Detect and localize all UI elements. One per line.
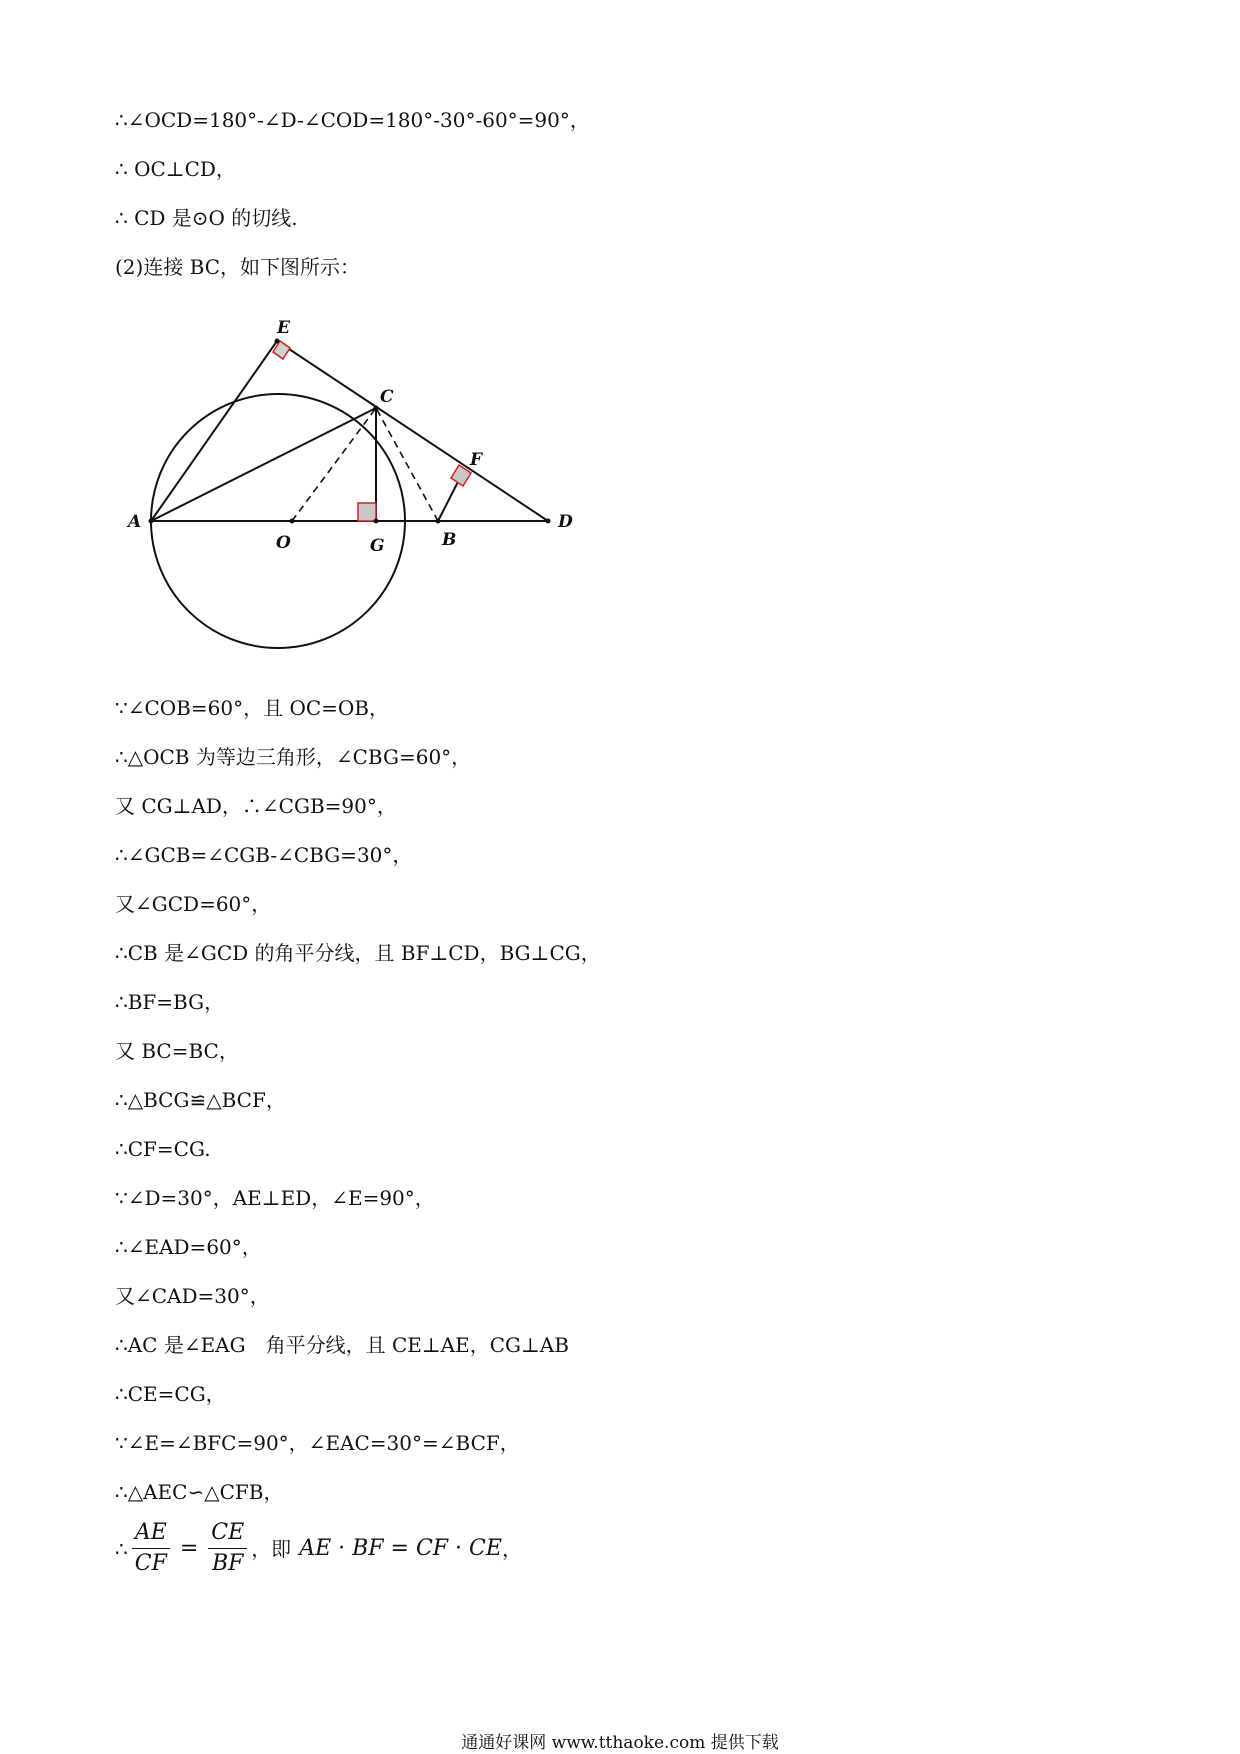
product-equation: AE · BF = CF · CE xyxy=(299,1535,502,1561)
proof-line-6: ∴△OCB 为等边三角形，∠CBG=60°， xyxy=(115,745,472,769)
proof-line-21: ∴△AEC∽△CFB， xyxy=(115,1480,284,1504)
point-b xyxy=(436,519,441,524)
proof-line-5: ∵∠COB=60°，且 OC=OB， xyxy=(115,696,389,720)
label-f: F xyxy=(470,450,483,470)
label-o: O xyxy=(276,533,291,553)
page-footer: 通通好课网 www.tthaoke.com 提供下载 xyxy=(461,1733,779,1753)
conclusion-end: ， xyxy=(501,1536,522,1561)
proof-line-19: ∴CE=CG， xyxy=(115,1382,226,1406)
proof-line-10: ∴CB 是∠GCD 的角平分线，且 BF⊥CD，BG⊥CG， xyxy=(115,941,601,965)
point-c xyxy=(374,406,379,411)
line-ae xyxy=(151,341,277,521)
fraction-numerator: AE xyxy=(132,1520,170,1549)
proof-line-3: ∴ CD 是⊙O 的切线. xyxy=(115,206,298,230)
point-d xyxy=(546,519,551,524)
equals-sign: = xyxy=(179,1535,199,1561)
fraction-ce-bf xyxy=(208,1520,247,1577)
fraction-denominator: CF xyxy=(134,1551,167,1576)
label-b: B xyxy=(442,530,457,550)
point-e xyxy=(275,339,280,344)
proof-line-2: ∴ OC⊥CD， xyxy=(115,157,236,181)
fraction-numerator: CE xyxy=(208,1520,247,1549)
geometry-figure xyxy=(120,305,600,675)
proof-line-14: ∴CF=CG. xyxy=(115,1137,211,1161)
proof-line-20: ∵∠E=∠BFC=90°，∠EAC=30°=∠BCF， xyxy=(115,1431,520,1455)
proof-line-1: ∴∠OCD=180°-∠D-∠COD=180°-30°-60°=90°， xyxy=(115,108,590,132)
label-c: C xyxy=(380,387,394,407)
proof-line-15: ∵∠D=30°，AE⊥ED，∠E=90°， xyxy=(115,1186,435,1210)
point-o xyxy=(290,519,295,524)
label-a: A xyxy=(128,512,142,532)
proof-line-7: 又 CG⊥AD，∴∠CGB=90°， xyxy=(115,794,397,818)
proof-line-8: ∴∠GCB=∠CGB-∠CBG=30°， xyxy=(115,843,413,867)
proof-line-18: ∴AC 是∠EAG 角平分线，且 CE⊥AE，CG⊥AB xyxy=(115,1333,569,1357)
line-bc xyxy=(376,408,438,521)
proof-line-4: (2)连接 BC，如下图所示： xyxy=(115,255,361,279)
proof-line-17: 又∠CAD=30°， xyxy=(115,1284,270,1308)
line-ac xyxy=(151,408,376,521)
label-g: G xyxy=(370,536,385,556)
conclusion-connector: ，即 xyxy=(251,1536,292,1561)
proof-line-16: ∴∠EAD=60°， xyxy=(115,1235,262,1259)
fraction-denominator: BF xyxy=(212,1551,244,1576)
point-a xyxy=(149,519,154,524)
therefore-symbol: ∴ xyxy=(115,1536,128,1561)
right-angle-g xyxy=(358,503,376,521)
label-d: D xyxy=(558,512,573,532)
proof-line-11: ∴BF=BG， xyxy=(115,990,225,1014)
proof-line-12: 又 BC=BC， xyxy=(115,1039,239,1063)
line-ed xyxy=(277,341,548,521)
conclusion-line xyxy=(115,1520,522,1577)
proof-line-13: ∴△BCG≌△BCF， xyxy=(115,1088,286,1112)
point-g xyxy=(374,519,379,524)
proof-line-9: 又∠GCD=60°， xyxy=(115,892,272,916)
label-e: E xyxy=(277,318,290,338)
fraction-ae-cf xyxy=(132,1520,170,1577)
